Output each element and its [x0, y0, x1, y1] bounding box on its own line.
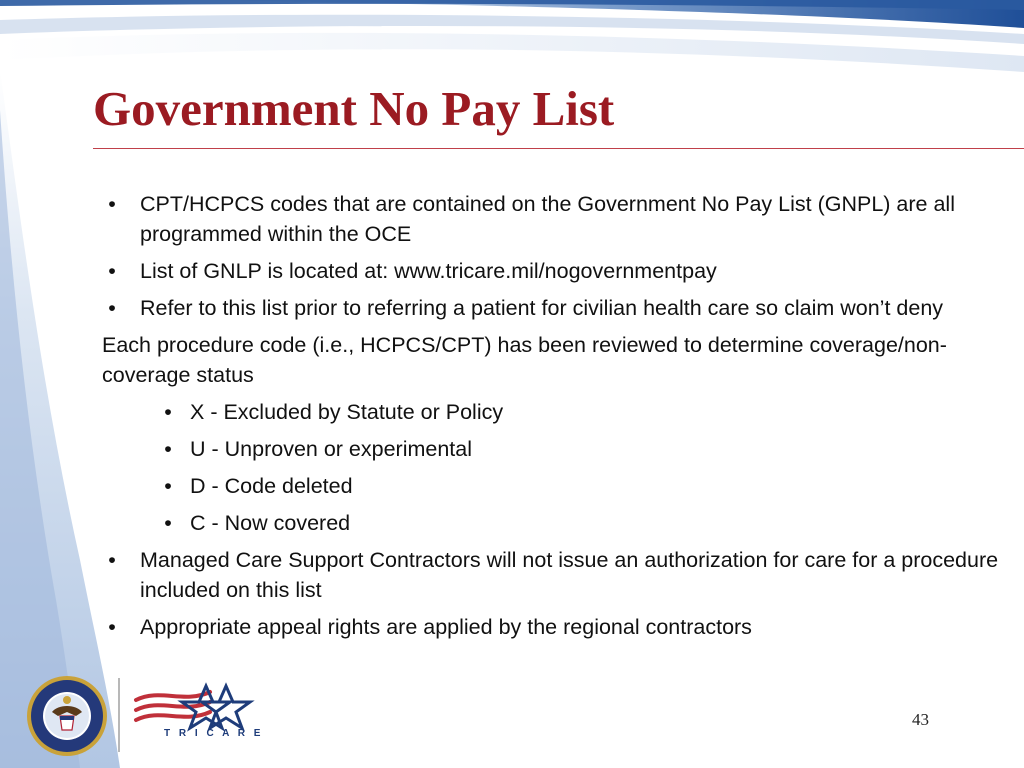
sub-bullet-text: U - Unproven or experimental [190, 437, 473, 461]
bullet-icon: • [108, 296, 116, 320]
sub-bullet-item [102, 434, 1002, 464]
sub-bullet-item [102, 508, 1002, 538]
bullet-icon: • [108, 192, 116, 216]
bullet-text: List of GNLP is located at: www.tricare.mil/nogovernmentpay [140, 259, 717, 283]
bullet-text: Refer to this list prior to referring a patient for civilian health care so claim won’t deny [140, 296, 944, 320]
page-number: 43 [912, 710, 929, 729]
paragraph-text [102, 330, 1002, 390]
sub-bullet-item [102, 471, 1002, 501]
bullet-item [102, 256, 1002, 286]
bullet-icon: • [108, 259, 116, 283]
bullet-icon: • [108, 615, 116, 639]
sub-bullet-text: X - Excluded by Statute or Policy [190, 400, 504, 424]
footer-logos [0, 664, 1024, 768]
bullet-text: Managed Care Support Contractors will not issue an authorization for care for a procedure included on this list [140, 548, 999, 602]
bullet-text: Appropriate appeal rights are applied by the regional contractors [140, 615, 752, 639]
bullet-icon: • [164, 400, 172, 424]
bullet-icon: • [108, 548, 116, 572]
tricare-logo [136, 686, 250, 728]
sub-bullet-text: C - Now covered [190, 511, 351, 535]
bullet-item [102, 612, 1002, 642]
bullet-icon: • [164, 511, 172, 535]
logo-divider [118, 678, 120, 752]
bullet-item [102, 189, 1002, 249]
paragraph-body: Each procedure code (i.e., HCPCS/CPT) has been reviewed to determine coverage/non-coverage status [102, 333, 947, 387]
dod-seal-logo [27, 676, 107, 756]
bullet-text: CPT/HCPCS codes that are contained on the Government No Pay List (GNPL) are all programmed within the OCE [140, 192, 955, 246]
bullet-item [102, 545, 1002, 605]
bullet-icon: • [164, 474, 172, 498]
bullet-icon: • [164, 437, 172, 461]
slide-title: Government No Pay List [93, 81, 615, 136]
tricare-wordmark: T R I C A R E [164, 728, 264, 739]
sub-bullet-text: D - Code deleted [190, 474, 353, 498]
title-divider [93, 148, 1024, 149]
slide-content [102, 189, 1002, 649]
bullet-item [102, 293, 1002, 323]
sub-bullet-item [102, 397, 1002, 427]
